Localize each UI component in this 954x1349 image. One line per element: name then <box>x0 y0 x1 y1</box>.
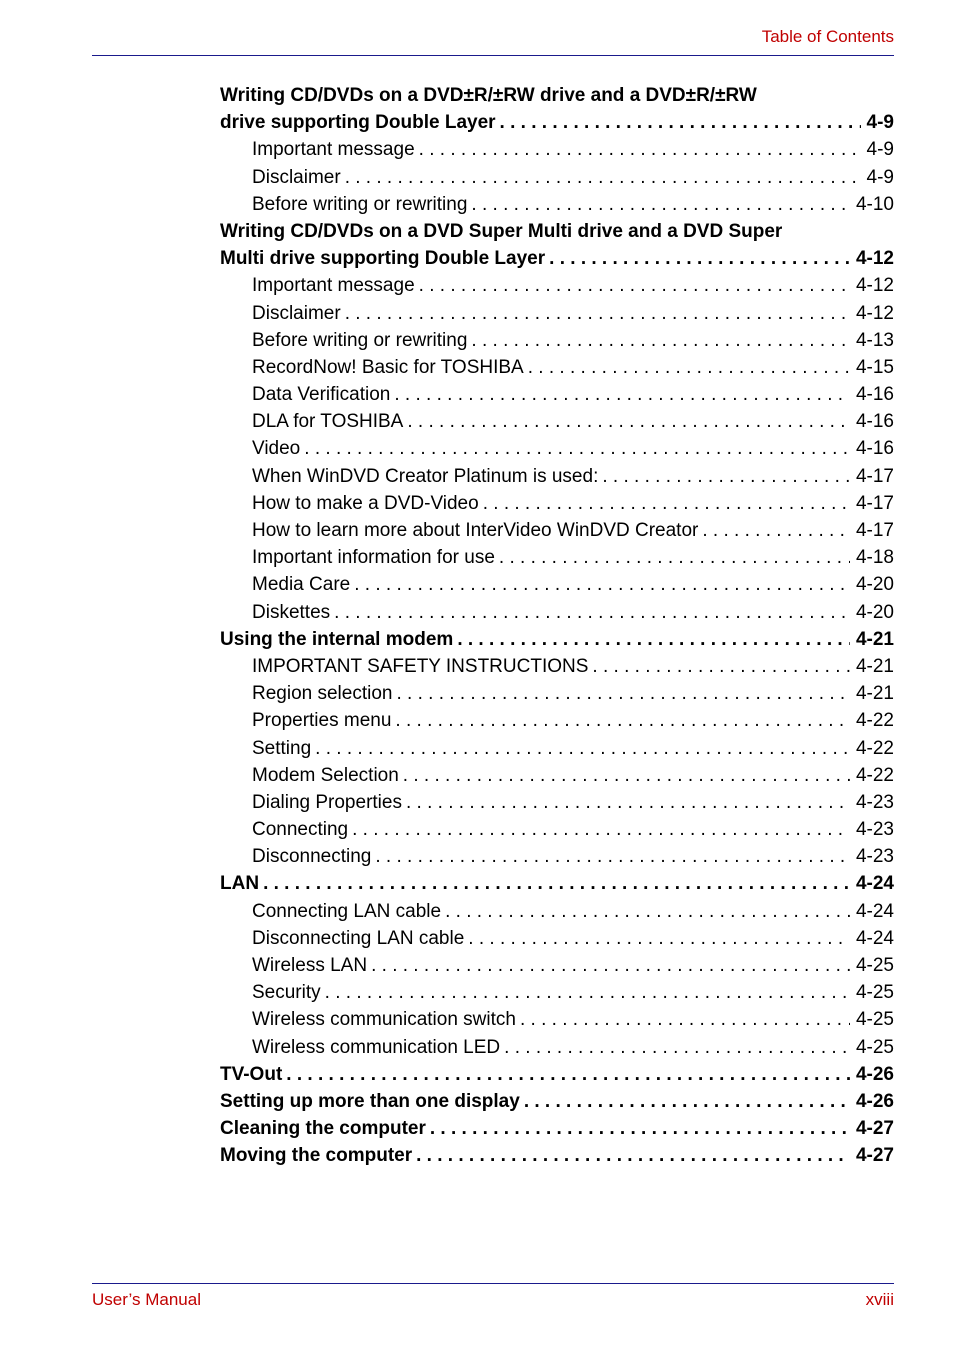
toc-entry-subsection[interactable] <box>220 925 894 952</box>
toc-entry-page: 4-18 <box>855 547 894 569</box>
toc-entry-section[interactable] <box>220 626 894 653</box>
toc-entry-title: Dialing Properties <box>252 791 402 813</box>
dot-leader <box>395 707 850 734</box>
toc-entry-title: Important information for use <box>252 547 495 569</box>
toc-entry-subsection[interactable] <box>220 544 894 571</box>
dot-leader <box>702 517 850 544</box>
dot-leader <box>419 272 850 299</box>
dot-leader <box>468 925 850 952</box>
dot-leader <box>419 136 861 163</box>
toc-entry-page: 4-23 <box>855 791 894 813</box>
toc-entry-page: 4-25 <box>855 955 894 976</box>
toc-entry-subsection[interactable] <box>220 354 894 381</box>
toc-entry-subsection[interactable] <box>220 490 894 517</box>
toc-entry-title: Disclaimer <box>252 302 341 324</box>
toc-entry-page: 4-23 <box>855 819 894 841</box>
toc-entry-title: Before writing or rewriting <box>252 193 468 215</box>
toc-entry-page: 4-17 <box>855 465 894 487</box>
toc-entry-page: 4-24 <box>855 900 894 922</box>
toc-entry-page: 4-26 <box>855 1063 894 1085</box>
toc-entry-page: 4-20 <box>855 601 894 623</box>
dot-leader <box>471 191 850 218</box>
dot-leader <box>354 571 850 598</box>
toc-entry-subsection[interactable] <box>220 517 894 544</box>
toc-entry-subsection[interactable] <box>220 1006 894 1033</box>
footer-rule <box>92 1283 894 1284</box>
toc-entry-title: RecordNow! Basic for TOSHIBA <box>252 356 524 378</box>
toc-entry-title: Region selection <box>252 683 393 705</box>
toc-entry-title: Disclaimer <box>252 166 341 188</box>
toc-entry-subsection[interactable] <box>220 191 894 218</box>
toc-entry-subsection[interactable] <box>220 136 894 163</box>
dot-leader <box>345 164 861 191</box>
toc-entry-section[interactable] <box>220 1142 894 1169</box>
toc-entry-title: IMPORTANT SAFETY INSTRUCTIONS <box>252 655 589 677</box>
dot-leader <box>334 599 850 626</box>
toc-entry-page: 4-26 <box>855 1090 894 1112</box>
toc-entry-title: Wireless communication LED <box>252 1036 501 1058</box>
toc-entry-subsection[interactable] <box>220 272 894 299</box>
toc-entry-page: 4-16 <box>855 438 894 460</box>
toc-entry-subsection[interactable] <box>220 599 894 626</box>
toc-entry-title: Wireless LAN <box>252 955 368 976</box>
dot-leader <box>396 680 849 707</box>
dot-leader <box>602 463 850 490</box>
toc-entry-page: 4-9 <box>866 112 894 134</box>
toc-entry-title: Wireless communication switch <box>252 1009 516 1031</box>
toc-entry-title: Setting <box>252 737 312 759</box>
toc-entry-title: Disconnecting <box>252 846 372 868</box>
dot-leader <box>504 1034 850 1061</box>
dot-leader <box>263 870 850 897</box>
toc-entry-section[interactable] <box>220 245 894 272</box>
toc-entry-page: 4-10 <box>855 193 894 215</box>
toc-entry-page: 4-9 <box>866 139 894 161</box>
toc-entry-page: 4-12 <box>855 275 894 297</box>
header-rule <box>92 55 894 56</box>
toc-entry-subsection[interactable] <box>220 898 894 925</box>
dot-leader <box>499 544 850 571</box>
dot-leader <box>549 245 850 272</box>
toc-entry-title: Using the internal modem <box>220 628 454 650</box>
toc-entry-page: 4-15 <box>855 356 894 378</box>
dot-leader <box>394 381 850 408</box>
toc-entry-title: Moving the computer <box>220 1145 413 1167</box>
toc-entry-title: Writing CD/DVDs on a DVD Super Multi drive and a DVD Super <box>220 220 783 242</box>
dot-leader <box>457 626 850 653</box>
toc-entry-subsection[interactable] <box>220 707 894 734</box>
dot-leader <box>407 408 850 435</box>
table-of-contents <box>220 82 894 1170</box>
toc-entry-subsection[interactable] <box>220 463 894 490</box>
toc-entry-title: Important message <box>252 139 415 161</box>
dot-leader <box>524 1088 850 1115</box>
dot-leader <box>528 354 850 381</box>
toc-entry-title: TV-Out <box>220 1063 283 1085</box>
dot-leader <box>592 653 850 680</box>
toc-entry-title: Properties menu <box>252 710 392 732</box>
dot-leader <box>345 300 850 327</box>
toc-entry-subsection[interactable] <box>220 952 894 979</box>
toc-entry-title: Data Verification <box>252 384 391 406</box>
toc-entry-page: 4-17 <box>855 520 894 541</box>
toc-entry-subsection[interactable] <box>220 571 894 598</box>
dot-leader <box>286 1061 850 1088</box>
toc-entry-page: 4-17 <box>855 492 894 514</box>
toc-entry-page: 4-23 <box>855 846 894 868</box>
toc-entry-page: 4-9 <box>866 166 894 188</box>
toc-entry-page: 4-21 <box>855 628 894 650</box>
dot-leader <box>371 952 850 979</box>
toc-entry-section[interactable] <box>220 109 894 136</box>
toc-entry-subsection[interactable] <box>220 1034 894 1061</box>
dot-leader <box>352 816 850 843</box>
toc-entry-page: 4-13 <box>855 329 894 351</box>
toc-entry-subsection[interactable] <box>220 300 894 327</box>
dot-leader <box>471 327 850 354</box>
toc-entry-section[interactable] <box>220 1061 894 1088</box>
footer-manual-title: User’s Manual <box>92 1290 201 1309</box>
toc-entry-title: Diskettes <box>252 601 331 623</box>
toc-entry-page: 4-27 <box>855 1145 894 1167</box>
toc-entry-subsection[interactable] <box>220 381 894 408</box>
toc-entry-section[interactable] <box>220 218 894 245</box>
toc-entry-subsection[interactable] <box>220 789 894 816</box>
dot-leader <box>483 490 850 517</box>
toc-entry-page: 4-27 <box>855 1118 894 1140</box>
toc-entry-subsection[interactable] <box>220 979 894 1006</box>
toc-entry-subsection[interactable] <box>220 653 894 680</box>
toc-entry-title: How to learn more about InterVideo WinDVD Creator <box>252 520 699 541</box>
toc-entry-title: Modem Selection <box>252 764 399 786</box>
toc-entry-page: 4-16 <box>855 384 894 406</box>
dot-leader <box>416 1142 850 1169</box>
toc-entry-page: 4-12 <box>855 248 894 270</box>
toc-entry-page: 4-22 <box>855 710 894 732</box>
toc-entry-page: 4-25 <box>855 982 894 1004</box>
dot-leader <box>375 843 850 870</box>
toc-entry-subsection[interactable] <box>220 735 894 762</box>
toc-entry-subsection[interactable] <box>220 816 894 843</box>
toc-entry-subsection[interactable] <box>220 435 894 462</box>
toc-entry-title: Media Care <box>252 574 351 596</box>
toc-entry-title: Connecting LAN cable <box>252 900 442 922</box>
dot-leader <box>406 789 850 816</box>
toc-entry-subsection[interactable] <box>220 408 894 435</box>
toc-entry-section[interactable] <box>220 1115 894 1142</box>
dot-leader <box>403 762 850 789</box>
toc-entry-page: 4-21 <box>855 683 894 705</box>
toc-entry-subsection[interactable] <box>220 164 894 191</box>
toc-entry-title: Connecting <box>252 819 349 841</box>
toc-entry-section[interactable] <box>220 870 894 897</box>
toc-entry-subsection[interactable] <box>220 762 894 789</box>
toc-entry-title: Setting up more than one display <box>220 1090 520 1112</box>
toc-entry-title: DLA for TOSHIBA <box>252 411 404 433</box>
toc-entry-page: 4-12 <box>855 302 894 324</box>
toc-entry-subsection[interactable] <box>220 680 894 707</box>
toc-entry-page: 4-25 <box>855 1036 894 1058</box>
toc-entry-title: drive supporting Double Layer <box>220 112 496 134</box>
dot-leader <box>430 1115 850 1142</box>
toc-entry-title: How to make a DVD-Video <box>252 492 479 514</box>
toc-entry-title: LAN <box>220 873 260 895</box>
dot-leader <box>445 898 850 925</box>
toc-entry-page: 4-16 <box>855 411 894 433</box>
toc-entry-page: 4-24 <box>855 927 894 949</box>
toc-entry-subsection[interactable] <box>220 843 894 870</box>
toc-entry-title: Video <box>252 438 301 460</box>
toc-entry-section[interactable] <box>220 1088 894 1115</box>
toc-entry-title: Writing CD/DVDs on a DVD±R/±RW drive and a DVD±R/±RW <box>220 85 757 106</box>
toc-entry-title: Disconnecting LAN cable <box>252 927 465 949</box>
toc-entry-page: 4-22 <box>855 764 894 786</box>
toc-entry-subsection[interactable] <box>220 327 894 354</box>
toc-entry-page: 4-25 <box>855 1009 894 1031</box>
toc-entry-page: 4-24 <box>855 873 894 895</box>
toc-entry-title: Important message <box>252 275 415 297</box>
toc-entry-page: 4-21 <box>855 655 894 677</box>
toc-entry-page: 4-20 <box>855 574 894 596</box>
dot-leader <box>325 979 850 1006</box>
toc-entry-title: Before writing or rewriting <box>252 329 468 351</box>
toc-entry-section[interactable] <box>220 82 894 109</box>
dot-leader <box>304 435 850 462</box>
dot-leader <box>315 735 850 762</box>
dot-leader <box>520 1006 850 1033</box>
header-title: Table of Contents <box>761 27 894 46</box>
toc-entry-title: Cleaning the computer <box>220 1118 426 1140</box>
toc-entry-page: 4-22 <box>855 737 894 759</box>
toc-entry-title: Multi drive supporting Double Layer <box>220 248 546 270</box>
footer-page-number: xviii <box>865 1290 894 1309</box>
dot-leader <box>500 109 861 136</box>
toc-entry-title: Security <box>252 982 321 1004</box>
toc-entry-title: When WinDVD Creator Platinum is used: <box>252 465 599 487</box>
